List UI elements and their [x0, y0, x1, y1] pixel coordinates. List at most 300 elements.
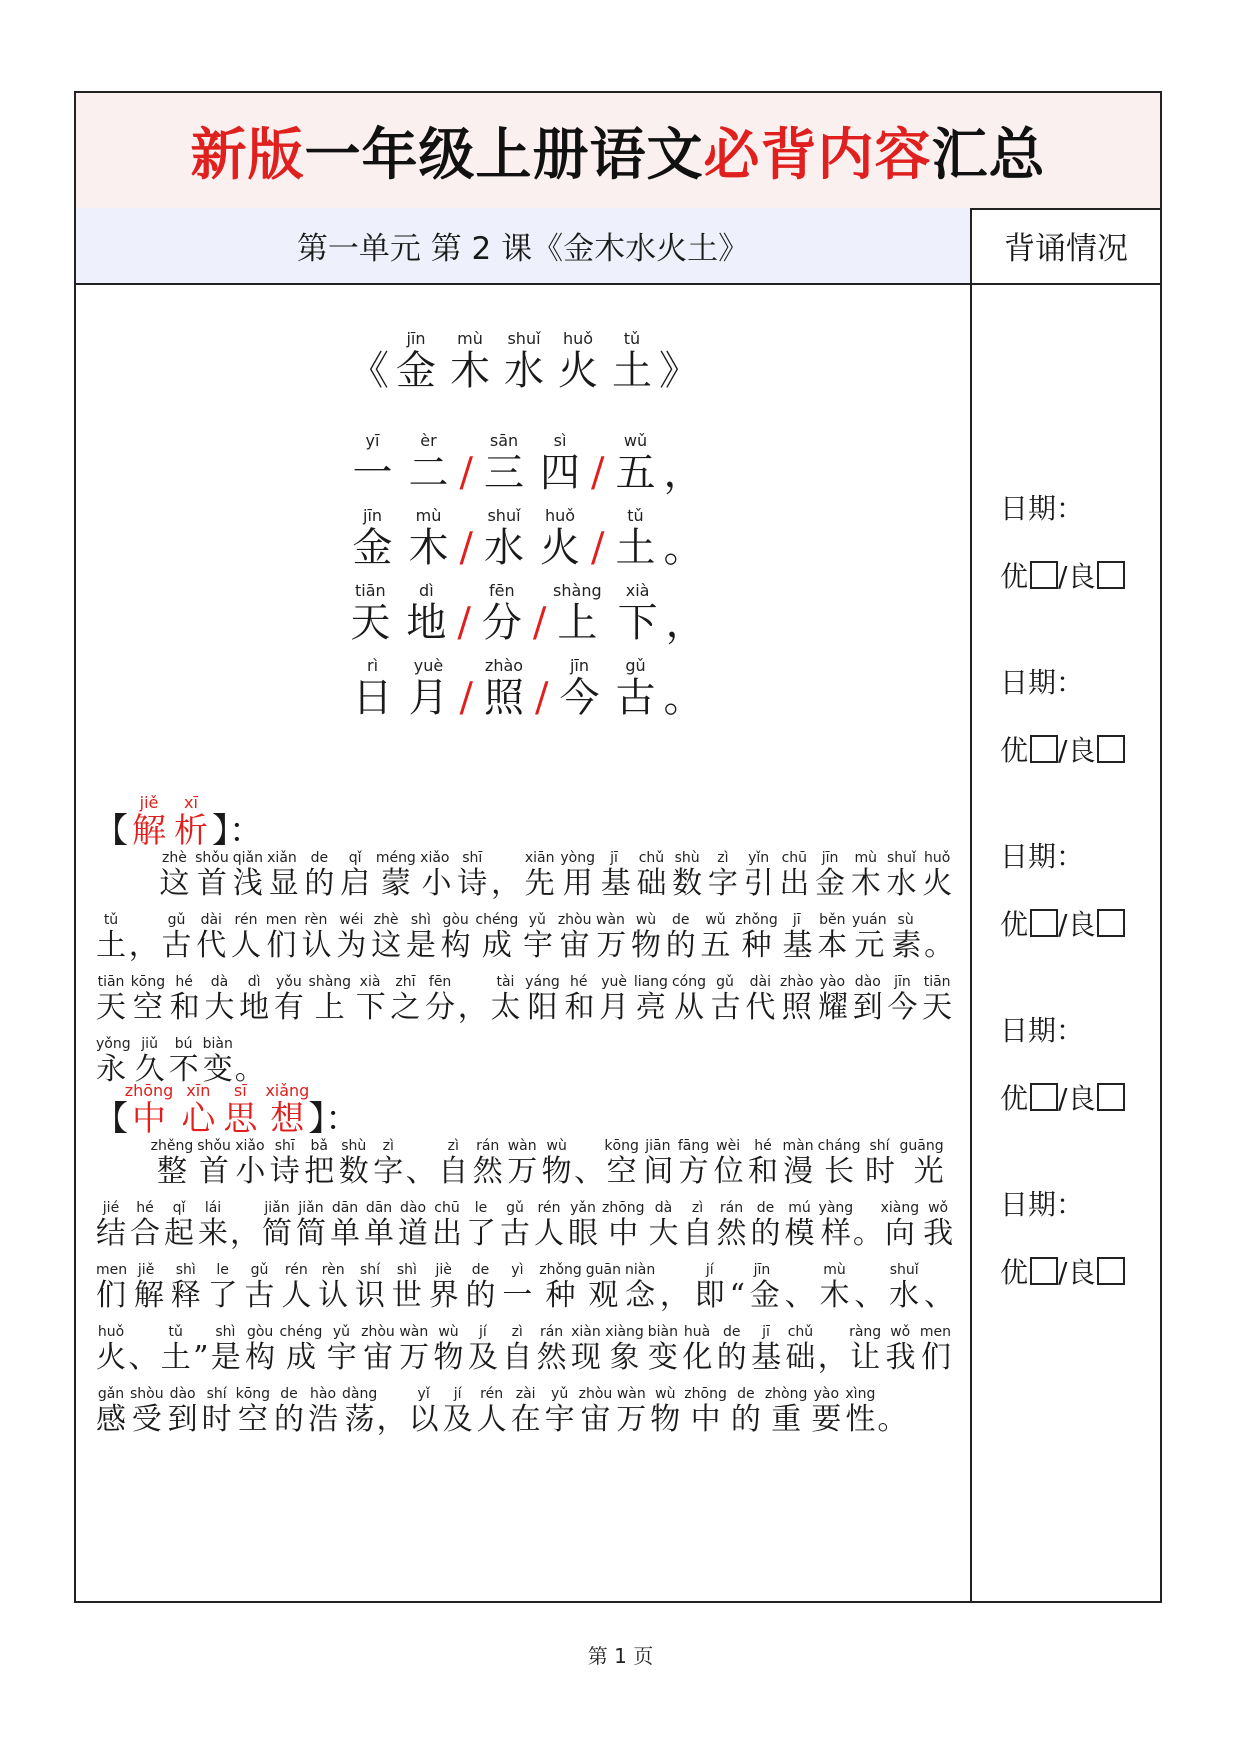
punctuation: 。: [234, 1052, 265, 1087]
pinyin: de: [730, 1386, 761, 1402]
hanzi-with-pinyin: 五wǔ: [700, 912, 732, 963]
hanzi-with-pinyin: 照zhào: [780, 974, 814, 1025]
good-checkbox[interactable]: [1097, 561, 1125, 589]
hanzi-with-pinyin: 我wǒ: [885, 1324, 916, 1375]
pinyin: chéng: [475, 912, 519, 928]
pinyin: xiǎo: [234, 1138, 265, 1154]
pinyin: shǒu: [195, 850, 229, 866]
pinyin: shǒu: [197, 1138, 231, 1154]
hanzi-with-pinyin: 久jiǔ: [134, 1036, 165, 1087]
punctuation: ，: [230, 1216, 260, 1251]
hanzi-with-pinyin: 月yuè: [408, 656, 449, 721]
excellent-checkbox[interactable]: [1030, 735, 1058, 763]
pinyin: bǎ: [304, 1138, 335, 1154]
pinyin: xiǎn: [266, 850, 297, 866]
pinyin: wéi: [336, 912, 367, 928]
hanzi-with-pinyin: 古gǔ: [709, 974, 742, 1025]
heading-char: 析xī: [174, 793, 208, 851]
hanzi-with-pinyin: 蒙méng: [375, 850, 416, 901]
hanzi-with-pinyin: 合hé: [130, 1200, 160, 1251]
hanzi-with-pinyin: 的de: [304, 850, 337, 901]
pinyin: mù: [850, 850, 881, 866]
rating-options: [1000, 1077, 1125, 1117]
hanzi-with-pinyin: 物wù: [433, 1324, 464, 1375]
pinyin: shuǐ: [504, 329, 544, 348]
pinyin: zhěng: [150, 1138, 194, 1154]
punctuation: “: [729, 1278, 745, 1313]
pinyin: yuán: [852, 912, 887, 928]
hanzi-with-pinyin: 土tǔ: [96, 912, 127, 963]
hanzi-with-pinyin: 大dà: [204, 974, 236, 1025]
hanzi-with-pinyin: 和hé: [748, 1138, 779, 1189]
pinyin: lái: [198, 1200, 228, 1216]
pinyin: zì: [682, 1200, 713, 1216]
pinyin: shī: [457, 850, 488, 866]
hanzi-with-pinyin: 首shǒu: [197, 1138, 231, 1189]
pinyin: qǐ: [164, 1200, 194, 1216]
hanzi-with-pinyin: 万wàn: [595, 912, 627, 963]
pinyin: wàn: [595, 912, 626, 928]
hanzi-with-pinyin: 位wèi: [713, 1138, 745, 1189]
pinyin: tiān: [350, 581, 391, 600]
pinyin: zhè: [371, 912, 402, 928]
hanzi-with-pinyin: 显xiǎn: [266, 850, 301, 901]
pinyin: èr: [408, 431, 449, 450]
hanzi-with-pinyin: 火huǒ: [922, 850, 953, 901]
excellent-checkbox[interactable]: [1030, 909, 1058, 937]
punctuation: 。: [924, 928, 955, 963]
pinyin: zhào: [484, 656, 524, 675]
hanzi-with-pinyin: 地dì: [239, 974, 270, 1025]
pinyin: hé: [169, 974, 200, 990]
hanzi-with-pinyin: 世shì: [391, 1262, 425, 1313]
hanzi-with-pinyin: 单dān: [330, 1200, 360, 1251]
hanzi-with-pinyin: 太tài: [490, 974, 522, 1025]
hanzi-with-pinyin: 受shòu: [130, 1386, 164, 1437]
pinyin: jiè: [428, 1262, 459, 1278]
hanzi-with-pinyin: 了le: [207, 1262, 241, 1313]
pinyin: yǒu: [273, 974, 304, 990]
heading-char: 心xīn: [181, 1081, 216, 1139]
pinyin: rén: [534, 1200, 564, 1216]
hanzi-with-pinyin: 了le: [466, 1200, 496, 1251]
hanzi-with-pinyin: 古gǔ: [615, 656, 656, 721]
hanzi-with-pinyin: 月yuè: [599, 974, 630, 1025]
pinyin: yǔ: [326, 1324, 357, 1340]
pinyin: hé: [130, 1200, 160, 1216]
pinyin: xiàn: [570, 1324, 601, 1340]
hanzi-with-pinyin: 中zhōng: [684, 1386, 727, 1437]
hanzi-with-pinyin: 字zì: [373, 1138, 404, 1189]
hanzi-with-pinyin: 基jī: [599, 850, 633, 901]
hanzi-with-pinyin: 金jīn: [746, 1262, 783, 1313]
pinyin: sù: [890, 912, 921, 928]
pinyin: jīn: [746, 1262, 777, 1278]
rating-excellent-label: 优: [1000, 560, 1029, 593]
hanzi-with-pinyin: 让ràng: [849, 1324, 882, 1375]
pinyin: shù: [672, 850, 703, 866]
pinyin: kōng: [235, 1386, 271, 1402]
hanzi-with-pinyin: 简jiǎn: [262, 1200, 292, 1251]
pinyin: de: [465, 1262, 496, 1278]
poem-line: [76, 658, 972, 721]
rating-excellent-label: 优: [1000, 734, 1029, 767]
pinyin: shàng: [553, 581, 602, 600]
pinyin: shuǐ: [484, 506, 524, 525]
hanzi-with-pinyin: 万wàn: [616, 1386, 647, 1437]
pinyin: tiān: [922, 974, 953, 990]
pinyin: yuè: [599, 974, 630, 990]
hanzi-with-pinyin: 及jí: [442, 1386, 473, 1437]
pinyin: mú: [784, 1200, 815, 1216]
hanzi-with-pinyin: 之zhī: [390, 974, 422, 1025]
rating-options: [1000, 903, 1125, 943]
punctuation: 。: [663, 525, 704, 571]
pinyin: gǔ: [709, 974, 740, 990]
date-label: 日期：: [1000, 1188, 1085, 1221]
heading-char: 解jiě: [132, 793, 166, 851]
paragraph: [94, 1139, 954, 1451]
hanzi-with-pinyin: 金jīn: [815, 850, 847, 901]
hanzi-with-pinyin: 木mù: [850, 850, 883, 901]
hanzi-with-pinyin: 荡dàng: [342, 1386, 378, 1437]
hanzi-with-pinyin: 方fāng: [677, 1138, 710, 1189]
recitation-status-column: [972, 283, 1160, 1601]
rating-good-label: /良: [1058, 1082, 1096, 1115]
hanzi-with-pinyin: 宙zhòu: [557, 912, 592, 963]
rating-excellent-label: 优: [1000, 1082, 1029, 1115]
pinyin: dào: [167, 1386, 198, 1402]
hanzi-with-pinyin: 一yī: [352, 431, 393, 496]
title-part: 一年级上册语文: [304, 122, 704, 188]
hanzi-with-pinyin: 界jiè: [428, 1262, 462, 1313]
hanzi-with-pinyin: 一yì: [502, 1262, 536, 1313]
pinyin: yǎn: [568, 1200, 598, 1216]
date-label: 日期：: [1000, 840, 1085, 873]
punctuation: ，: [663, 450, 704, 496]
page-number: 第 1 页: [587, 1644, 654, 1668]
date-label: 日期：: [1000, 666, 1085, 699]
hanzi-with-pinyin: 是shì: [210, 1324, 242, 1375]
pinyin: yī: [352, 431, 393, 450]
hanzi-with-pinyin: 这zhè: [371, 912, 402, 963]
pinyin: fēn: [481, 581, 522, 600]
hanzi-with-pinyin: 金jīn: [396, 329, 436, 394]
pinyin: gòu: [440, 912, 471, 928]
pinyin: sì: [540, 431, 580, 450]
pinyin: chū: [432, 1200, 462, 1216]
heading-char: 想xiǎng: [265, 1081, 310, 1139]
excellent-checkbox[interactable]: [1030, 561, 1058, 589]
pinyin: jí: [694, 1262, 725, 1278]
pinyin: shuǐ: [886, 850, 917, 866]
punctuation: 。: [877, 1402, 908, 1437]
pinyin: huǒ: [540, 506, 580, 525]
check-block: [1000, 1009, 1125, 1117]
hanzi-with-pinyin: 空kōng: [130, 974, 166, 1025]
pinyin: xiǎo: [419, 850, 450, 866]
pinyin: tǔ: [612, 329, 652, 348]
pinyin: xià: [617, 581, 658, 600]
pinyin: jīn: [559, 656, 600, 675]
punctuation: 、: [784, 1278, 818, 1313]
hanzi-with-pinyin: 今jīn: [887, 974, 919, 1025]
pinyin: biàn: [202, 1036, 233, 1052]
pinyin: shí: [864, 1138, 895, 1154]
pinyin: tǔ: [615, 506, 656, 525]
punctuation: ，: [657, 1278, 693, 1313]
hanzi-with-pinyin: 不bú: [168, 1036, 199, 1087]
hanzi-with-pinyin: 结jié: [96, 1200, 126, 1251]
good-checkbox[interactable]: [1097, 735, 1125, 763]
hanzi-with-pinyin: 水shuǐ: [886, 850, 919, 901]
pinyin: rán: [716, 1200, 747, 1216]
pinyin: shuǐ: [889, 1262, 920, 1278]
pinyin: wǔ: [700, 912, 731, 928]
pinyin: zì: [438, 1138, 469, 1154]
hanzi-with-pinyin: 解jiě: [131, 1262, 167, 1313]
pause-mark: /: [591, 525, 605, 571]
hanzi-with-pinyin: 水shuǐ: [484, 506, 524, 571]
hanzi-with-pinyin: 自zì: [502, 1324, 533, 1375]
pinyin: xìng: [845, 1386, 876, 1402]
pinyin: gǔ: [161, 912, 192, 928]
pinyin: tǔ: [160, 1324, 191, 1340]
rating-options: [1000, 729, 1125, 769]
pinyin: zhōng: [124, 1081, 174, 1100]
punctuation: 。: [663, 675, 704, 721]
pinyin: de: [304, 850, 335, 866]
bracket: 《: [349, 348, 389, 394]
pinyin: jié: [96, 1200, 126, 1216]
pinyin: zhòu: [578, 1386, 613, 1402]
pinyin: rèn: [300, 912, 331, 928]
hanzi-with-pinyin: 诗shī: [269, 1138, 301, 1189]
pinyin: wǔ: [615, 431, 656, 450]
hanzi-with-pinyin: 上shàng: [553, 581, 602, 646]
poem-line: [76, 508, 972, 571]
hanzi-with-pinyin: 万wàn: [398, 1324, 430, 1375]
pinyin: zài: [510, 1386, 541, 1402]
pinyin: chū: [779, 850, 810, 866]
hanzi-with-pinyin: 下xià: [617, 581, 658, 646]
hanzi-with-pinyin: 的de: [730, 1386, 761, 1437]
pinyin: shù: [338, 1138, 369, 1154]
hanzi-with-pinyin: 上shàng: [308, 974, 352, 1025]
good-checkbox[interactable]: [1097, 1257, 1125, 1285]
check-block: [1000, 835, 1125, 943]
hanzi-with-pinyin: 识shí: [355, 1262, 388, 1313]
title-part: 汇总: [931, 122, 1046, 188]
hanzi-with-pinyin: 宇yǔ: [544, 1386, 575, 1437]
hanzi-with-pinyin: 性xìng: [845, 1386, 876, 1437]
pinyin: jī: [781, 912, 812, 928]
hanzi-with-pinyin: 模mú: [784, 1200, 815, 1251]
pinyin: jiān: [642, 1138, 673, 1154]
hanzi-with-pinyin: 火huǒ: [540, 506, 580, 571]
pinyin: běn: [817, 912, 848, 928]
pause-mark: /: [535, 675, 549, 721]
pinyin: yào: [817, 974, 848, 990]
good-checkbox[interactable]: [1097, 1083, 1125, 1111]
pause-mark: /: [532, 600, 547, 646]
hanzi-with-pinyin: 认rèn: [318, 1262, 352, 1313]
pinyin: dàng: [342, 1386, 378, 1402]
pinyin: gǔ: [615, 656, 656, 675]
excellent-checkbox[interactable]: [1030, 1257, 1058, 1285]
punctuation: 、: [924, 1278, 954, 1313]
hanzi-with-pinyin: 自zì: [682, 1200, 713, 1251]
pinyin: rén: [281, 1262, 312, 1278]
indent: [94, 1154, 155, 1189]
pinyin: shì: [170, 1262, 201, 1278]
pinyin: cháng: [817, 1138, 861, 1154]
hanzi-with-pinyin: 五wǔ: [615, 431, 656, 496]
pinyin: dān: [364, 1200, 394, 1216]
hanzi-with-pinyin: 即jí: [694, 1262, 728, 1313]
hanzi-with-pinyin: 木mù: [408, 506, 449, 571]
pinyin: huà: [682, 1324, 713, 1340]
hanzi-with-pinyin: 及jí: [467, 1324, 499, 1375]
pinyin: yáng: [525, 974, 560, 990]
pause-mark: /: [459, 450, 473, 496]
pinyin: tiān: [96, 974, 126, 990]
pinyin: zhǒng: [539, 1262, 582, 1278]
hanzi-with-pinyin: 出chū: [779, 850, 812, 901]
hanzi-with-pinyin: 水shuǐ: [504, 329, 544, 394]
pinyin: xiàng: [605, 1324, 644, 1340]
hanzi-with-pinyin: 种zhǒng: [735, 912, 778, 963]
hanzi-with-pinyin: 把bǎ: [304, 1138, 335, 1189]
pinyin: huǒ: [922, 850, 953, 866]
hanzi-with-pinyin: 起qǐ: [164, 1200, 194, 1251]
hanzi-with-pinyin: 眼yǎn: [568, 1200, 598, 1251]
pinyin: tài: [490, 974, 521, 990]
hanzi-with-pinyin: 的de: [716, 1324, 748, 1375]
hanzi-with-pinyin: 为wéi: [336, 912, 368, 963]
hanzi-with-pinyin: 浅qiǎn: [232, 850, 263, 901]
hanzi-with-pinyin: 认rèn: [300, 912, 333, 963]
punctuation: 、: [574, 1154, 605, 1189]
pinyin: kōng: [604, 1138, 639, 1154]
pinyin: yǔ: [522, 912, 553, 928]
hanzi-with-pinyin: 人rén: [534, 1200, 564, 1251]
pinyin: dài: [196, 912, 227, 928]
hanzi-with-pinyin: 构gòu: [440, 912, 472, 963]
pinyin: bú: [168, 1036, 199, 1052]
pinyin: mù: [450, 329, 490, 348]
hanzi-with-pinyin: 古gǔ: [244, 1262, 278, 1313]
hanzi-with-pinyin: 小xiǎo: [234, 1138, 266, 1189]
pinyin: wàn: [616, 1386, 647, 1402]
hanzi-with-pinyin: 们men: [919, 1324, 952, 1375]
pinyin: jīn: [352, 506, 393, 525]
bracket: 》: [659, 348, 699, 394]
hanzi-with-pinyin: 基jī: [751, 1324, 782, 1375]
hanzi-with-pinyin: 素sù: [890, 912, 923, 963]
check-block: [1000, 1183, 1125, 1291]
pinyin: fāng: [677, 1138, 710, 1154]
hanzi-with-pinyin: 诗shī: [457, 850, 489, 901]
hanzi-with-pinyin: 出chū: [432, 1200, 462, 1251]
date-label: 日期：: [1000, 492, 1085, 525]
check-block: [1000, 487, 1125, 595]
punctuation: ，: [817, 1340, 849, 1375]
pinyin: zhòu: [361, 1324, 395, 1340]
hanzi-with-pinyin: 变biàn: [202, 1036, 233, 1087]
pinyin: men: [919, 1324, 952, 1340]
hanzi-with-pinyin: 向xiàng: [880, 1200, 920, 1251]
pinyin: jiě: [132, 793, 166, 812]
hanzi-with-pinyin: 单dān: [364, 1200, 394, 1251]
hanzi-with-pinyin: 光guāng: [899, 1138, 944, 1189]
pinyin: xiǎng: [265, 1081, 310, 1100]
hanzi-with-pinyin: 人rén: [281, 1262, 315, 1313]
pinyin: fēn: [425, 974, 456, 990]
bracket: 】：: [308, 1099, 360, 1139]
hanzi-with-pinyin: 代dài: [745, 974, 777, 1025]
hanzi-with-pinyin: 古gǔ: [500, 1200, 530, 1251]
hanzi-with-pinyin: 物wù: [650, 1386, 681, 1437]
pinyin: wàn: [398, 1324, 429, 1340]
hanzi-with-pinyin: 木mù: [450, 329, 490, 394]
check-block: [1000, 661, 1125, 769]
pinyin: gǎn: [96, 1386, 126, 1402]
hanzi-with-pinyin: 重zhòng: [764, 1386, 808, 1437]
hanzi-with-pinyin: 从cóng: [671, 974, 706, 1025]
pause-mark: /: [457, 600, 471, 646]
pinyin: wù: [541, 1138, 572, 1154]
rating-options: [1000, 555, 1125, 595]
hanzi-with-pinyin: 引yǐn: [743, 850, 776, 901]
punctuation: ，: [128, 928, 160, 963]
hanzi-with-pinyin: 在zài: [510, 1386, 541, 1437]
hanzi-with-pinyin: 观guān: [585, 1262, 621, 1313]
pinyin: tǔ: [96, 912, 126, 928]
good-checkbox[interactable]: [1097, 909, 1125, 937]
hanzi-with-pinyin: 的de: [750, 1200, 781, 1251]
pinyin: zhōng: [684, 1386, 727, 1402]
hanzi-with-pinyin: 化huà: [682, 1324, 713, 1375]
pinyin: dān: [330, 1200, 360, 1216]
pinyin: men: [96, 1262, 128, 1278]
hanzi-with-pinyin: 火huǒ: [558, 329, 598, 394]
hanzi-with-pinyin: 简jiǎn: [296, 1200, 326, 1251]
excellent-checkbox[interactable]: [1030, 1083, 1058, 1111]
rating-good-label: /良: [1058, 1256, 1096, 1289]
punctuation: 、: [405, 1154, 437, 1189]
hanzi-with-pinyin: 种zhǒng: [539, 1262, 582, 1313]
hanzi-with-pinyin: 的de: [665, 912, 697, 963]
pinyin: kōng: [130, 974, 166, 990]
hanzi-with-pinyin: 的de: [274, 1386, 305, 1437]
pinyin: wàn: [507, 1138, 538, 1154]
pinyin: rèn: [318, 1262, 349, 1278]
hanzi-with-pinyin: 感gǎn: [96, 1386, 126, 1437]
hanzi-with-pinyin: 木mù: [819, 1262, 853, 1313]
hanzi-with-pinyin: 耀yào: [817, 974, 849, 1025]
hanzi-with-pinyin: 数shù: [672, 850, 704, 901]
pinyin: jiǎn: [296, 1200, 326, 1216]
pinyin: wù: [433, 1324, 464, 1340]
pinyin: de: [716, 1324, 747, 1340]
pinyin: yǔ: [544, 1386, 575, 1402]
pinyin: shòu: [130, 1386, 164, 1402]
poem-line: [76, 583, 972, 646]
pinyin: yàng: [818, 1200, 854, 1216]
pinyin: wǒ: [885, 1324, 916, 1340]
hanzi-with-pinyin: 万wàn: [507, 1138, 538, 1189]
